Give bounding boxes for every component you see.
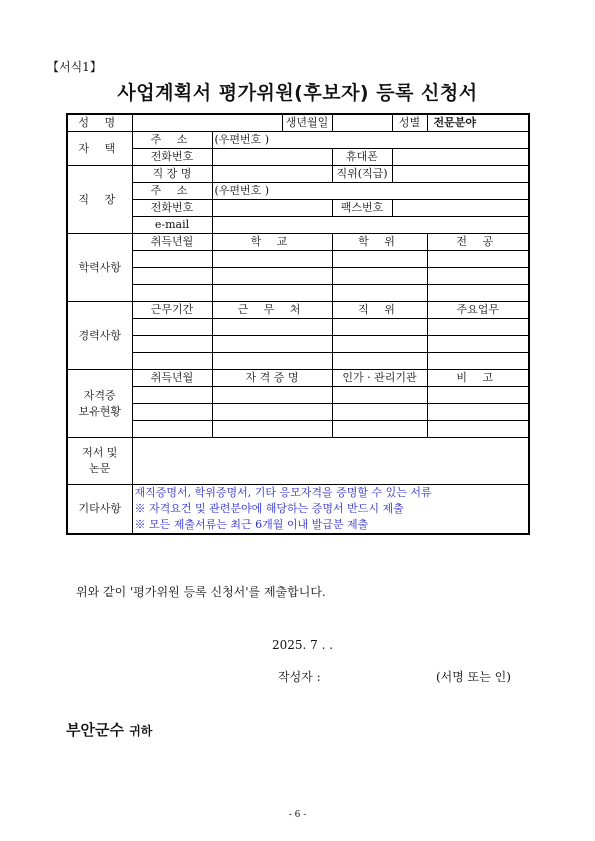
home-phone-label: 전화번호: [132, 149, 212, 166]
cell[interactable]: [332, 421, 427, 438]
cell[interactable]: [332, 353, 427, 370]
work-header: 직 장: [67, 166, 132, 234]
license-col-name: 자 격 증 명: [212, 370, 332, 387]
home-postal-label: (우편번호 ): [214, 133, 270, 146]
email-label: e-mail: [132, 217, 212, 234]
mobile-field[interactable]: [392, 149, 529, 166]
application-form-table: [66, 113, 530, 535]
education-row: [67, 268, 529, 285]
cell[interactable]: [427, 268, 529, 285]
cell[interactable]: [132, 387, 212, 404]
home-address-field[interactable]: [212, 132, 529, 149]
mobile-label: 휴대폰: [332, 149, 392, 166]
cell[interactable]: [427, 319, 529, 336]
cell[interactable]: [427, 421, 529, 438]
etc-notes: [132, 485, 529, 535]
work-phone-field[interactable]: [212, 200, 332, 217]
form-number-label: 【서식1】: [47, 60, 102, 74]
cell[interactable]: [332, 404, 427, 421]
education-col-major: 전 공: [427, 234, 529, 251]
education-col-degree: 학 위: [332, 234, 427, 251]
email-field[interactable]: [212, 217, 529, 234]
page-title: 사업계획서 평가위원(후보자) 등록 신청서: [117, 82, 478, 104]
cell[interactable]: [132, 285, 212, 302]
cell[interactable]: [332, 387, 427, 404]
company-label: 직 장 명: [132, 166, 212, 183]
license-col-authority: 인가 · 관리기관: [332, 370, 427, 387]
cell[interactable]: [212, 319, 332, 336]
company-field[interactable]: [212, 166, 332, 183]
field-label: 전문분야: [433, 116, 477, 129]
cell[interactable]: [212, 353, 332, 370]
cell[interactable]: [427, 336, 529, 353]
cell[interactable]: [132, 421, 212, 438]
gender-field[interactable]: [427, 114, 529, 132]
cell[interactable]: [212, 251, 332, 268]
cell[interactable]: [212, 285, 332, 302]
education-header: 학력사항: [67, 234, 132, 302]
position-label: 직위(직급): [332, 166, 392, 183]
work-postal-label: (우편번호 ): [214, 184, 270, 197]
career-row: [67, 336, 529, 353]
recipient-suffix: 귀하: [129, 724, 153, 738]
cell[interactable]: [132, 251, 212, 268]
publications-header-line1: 저서 및: [82, 446, 118, 459]
etc-note-line: ※ 모든 제출서류는 최근 6개월 이내 발급분 제출: [134, 518, 369, 531]
name-field[interactable]: [132, 114, 282, 132]
cell[interactable]: [132, 353, 212, 370]
etc-note-line: ※ 자격요건 및 관련분야에 해당하는 증명서 반드시 제출: [134, 502, 404, 515]
submission-statement: 위와 같이 '평가위원 등록 신청서'를 제출합니다.: [76, 585, 326, 599]
career-col-workplace: 근 무 처: [212, 302, 332, 319]
cell[interactable]: [332, 319, 427, 336]
cell[interactable]: [212, 421, 332, 438]
license-row: [67, 404, 529, 421]
education-row: [67, 285, 529, 302]
fax-label: 팩스번호: [332, 200, 392, 217]
education-col-date: 취득년월: [132, 234, 212, 251]
home-header: 자 택: [67, 132, 132, 166]
education-col-school: 학 교: [212, 234, 332, 251]
cell[interactable]: [427, 285, 529, 302]
cell[interactable]: [427, 251, 529, 268]
name-label: 성 명: [67, 114, 132, 132]
license-header-line1: 자격증: [83, 388, 116, 402]
home-phone-field[interactable]: [212, 149, 332, 166]
cell[interactable]: [212, 336, 332, 353]
education-row: [67, 251, 529, 268]
cell[interactable]: [132, 319, 212, 336]
license-col-remarks: 비 고: [427, 370, 529, 387]
cell[interactable]: [332, 336, 427, 353]
cell[interactable]: [332, 268, 427, 285]
signature-label: (서명 또는 인): [436, 670, 511, 684]
position-field[interactable]: [392, 166, 529, 183]
career-col-position: 직 위: [332, 302, 427, 319]
cell[interactable]: [332, 285, 427, 302]
etc-header: 기타사항: [67, 485, 132, 535]
publications-field[interactable]: [132, 438, 529, 485]
license-header-line2: 보유현황: [78, 404, 121, 418]
career-row: [67, 353, 529, 370]
career-col-period: 근무기간: [132, 302, 212, 319]
page-number: - 6 -: [288, 810, 307, 820]
cell[interactable]: [212, 268, 332, 285]
recipient-name: 부안군수: [66, 721, 124, 739]
cell[interactable]: [427, 404, 529, 421]
work-address-label: 주 소: [132, 183, 212, 200]
publications-header-line2: 논문: [89, 462, 111, 475]
cell[interactable]: [212, 387, 332, 404]
cell[interactable]: [427, 353, 529, 370]
birth-field[interactable]: [332, 114, 392, 132]
cell[interactable]: [332, 251, 427, 268]
cell[interactable]: [427, 387, 529, 404]
cell[interactable]: [132, 404, 212, 421]
recipient: [66, 719, 152, 740]
cell[interactable]: [132, 268, 212, 285]
career-row: [67, 319, 529, 336]
career-header: 경력사항: [67, 302, 132, 370]
submission-date: 2025. 7 . .: [272, 638, 334, 652]
license-row: [67, 421, 529, 438]
work-address-field[interactable]: [212, 183, 529, 200]
license-header: [67, 370, 132, 438]
career-col-duties: 주요업무: [427, 302, 529, 319]
publications-header: [67, 438, 132, 485]
cell[interactable]: [212, 404, 332, 421]
license-row: [67, 387, 529, 404]
etc-note-line: 재직증명서, 학위증명서, 기타 응모자격을 증명할 수 있는 서류: [134, 486, 432, 499]
fax-field[interactable]: [392, 200, 529, 217]
birth-label: 생년월일: [282, 114, 332, 132]
license-col-date: 취득년월: [132, 370, 212, 387]
gender-label: 성별: [392, 114, 427, 132]
work-phone-label: 전화번호: [132, 200, 212, 217]
cell[interactable]: [132, 336, 212, 353]
author-label: 작성자 :: [278, 670, 321, 684]
home-address-label: 주 소: [132, 132, 212, 149]
